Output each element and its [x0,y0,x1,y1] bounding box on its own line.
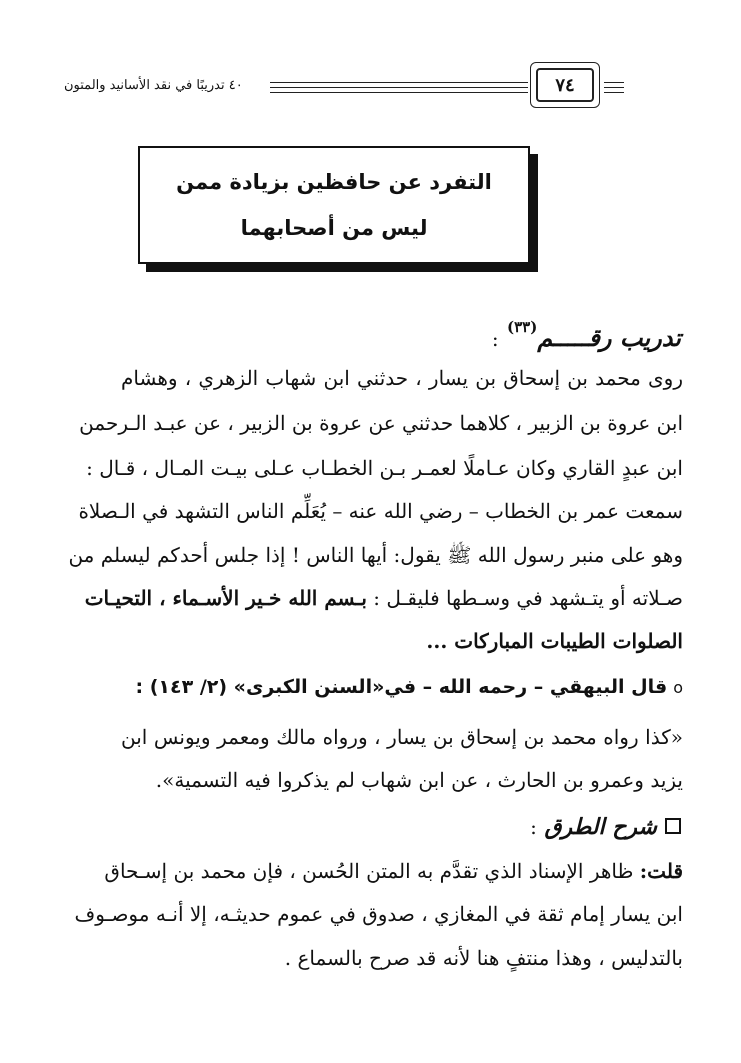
narration-line: سمعت عمر بن الخطاب – رضي الله عنه – يُعَلِّم الناس التشهد في الـصلاة [78,499,683,523]
header-rule [604,87,624,88]
title-line-2: ليس من أصحابهما [240,216,428,240]
narration-line: ابن عبدٍ القاري وكان عـاملًا لعمـر بـن الخطـاب عـلى بيـت المـال ، قـال : [86,456,683,480]
chapter-title-box [138,146,530,264]
page-header [0,60,741,110]
narration-segment: صـلاته أو يتـشهد في وسـطها فليقـل : [373,586,683,610]
narration-line: روى محمد بن إسحاق بن يسار ، حدثني ابن شهاب الزهري ، وهشام [121,366,683,390]
circle-bullet-icon: o [673,678,683,697]
header-rule [270,87,528,88]
sharh-label: شرح الطرق [544,814,657,840]
narration-line [84,586,683,610]
bayhaqi-intro: قال البيهقي – رحمه الله – في [384,676,668,698]
quote-line: يزيد وعمرو بن الحارث ، عن ابن شهاب لم يذكروا فيه التسمية». [155,768,683,792]
exercise-number: (٣٣) [506,318,538,336]
sharh-heading [530,814,681,840]
narration-line: وهو على منبر رسول الله ﷺ يقول: أيها الناس ! إذا جلس أحدكم ليسلم من [68,543,683,567]
header-rule [270,92,528,93]
narration-line: الصلوات الطيبات المباركات ... [426,629,683,653]
exercise-colon: : [491,327,499,351]
header-rule [604,92,624,93]
running-title: ٤٠ تدريبًا في نقد الأسانيد والمتون [64,78,243,93]
explanation-line: ابن يسار إمام ثقة في المغازي ، صدوق في عموم حديثـه، إلا أنـه موصـوف [74,902,683,926]
bayhaqi-heading [121,676,683,698]
explanation-text: ظاهر الإسناد الذي تقدَّم به المتن الحُسن ، فإن محمد بن إسـحاق [104,859,634,883]
explanation-line [104,859,683,883]
bayhaqi-source: «السنن الكبرى» (٢/ ١٤٣) : [135,676,385,698]
explanation-lead: قلت: [639,859,683,883]
narration-line: ابن عروة بن الزبير ، كلاهما حدثني عن عروة بن الزبير ، عن عبـد الـرحمن [79,411,683,435]
tasmiya-segment: بـسم الله خـير الأسـماء ، التحيـات [84,586,367,610]
square-bullet-icon [665,818,681,834]
page-number [536,68,594,102]
explanation-line: بالتدليس ، وهذا منتفٍ هنا لأنه قد صرح بالسماع . [284,946,683,970]
exercise-label: تدريب رقـــــم [537,323,681,352]
chapter-title-frame [138,146,530,264]
sharh-colon: : [530,815,537,839]
page-number-text: ٧٤ [555,74,575,96]
header-rule [604,82,624,83]
exercise-heading [492,318,681,352]
title-line-1: التفرد عن حافظين بزيادة ممن [176,170,492,194]
header-rule [270,82,528,83]
quote-line: «كذا رواه محمد بن إسحاق بن يسار ، ورواه مالك ومعمر ويونس ابن [121,725,683,749]
